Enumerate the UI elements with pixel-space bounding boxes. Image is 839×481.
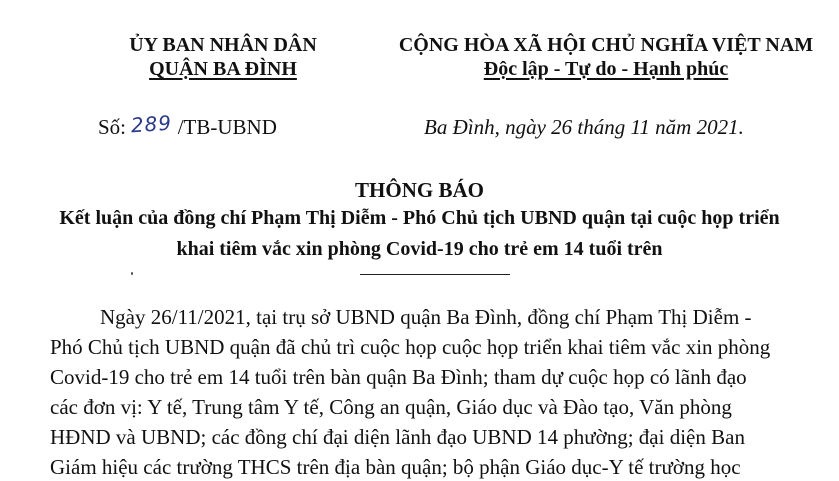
handwritten-number: 289 [130,110,174,138]
place-date: Ba Đình, ngày 26 tháng 11 năm 2021. [424,115,744,139]
national-motto: Độc lập - Tự do - Hạnh phúc [483,58,729,80]
body-line: Ngày 26/11/2021, tại trụ sở UBND quận Ba Đình, đồng chí Phạm Thị Diễm - [100,305,752,329]
body-line: Covid-19 cho trẻ em 14 tuổi trên bàn quận Ba Đình; tham dự cuộc họp có lãnh đạo [50,365,747,389]
body-line: HĐND và UBND; các đồng chí đại diện lãnh đạo UBND 14 phường; đại diện Ban [50,425,745,449]
issuing-agency-line2: QUẬN BA ĐÌNH [149,58,297,80]
document-title: THÔNG BÁO [355,178,484,202]
document-number [98,110,277,140]
document-subtitle-line2: khai tiêm vắc xin phòng Covid-19 cho trẻ em 14 tuổi trên [176,238,663,260]
scan-speck [131,272,133,275]
document-number-prefix: Số: [98,115,127,139]
body-line: các đơn vị: Y tế, Trung tâm Y tế, Công an quận, Giáo dục và Đào tạo, Văn phòng [50,395,732,419]
document-subtitle-line1: Kết luận của đồng chí Phạm Thị Diễm - Phó Chủ tịch UBND quận tại cuộc họp triển [59,207,780,229]
document-number-suffix: /TB-UBND [177,115,277,139]
national-title: CỘNG HÒA XÃ HỘI CHỦ NGHĨA VIỆT NAM [398,34,814,56]
issuing-agency-line1: ỦY BAN NHÂN DÂN [129,34,317,56]
title-divider [360,274,510,275]
body-line: Giám hiệu các trường THCS trên địa bàn quận; bộ phận Giáo dục-Y tế trường học [50,455,741,479]
body-line: Phó Chủ tịch UBND quận đã chủ trì cuộc họp cuộc họp triển khai tiêm vắc xin phòng [50,335,771,359]
